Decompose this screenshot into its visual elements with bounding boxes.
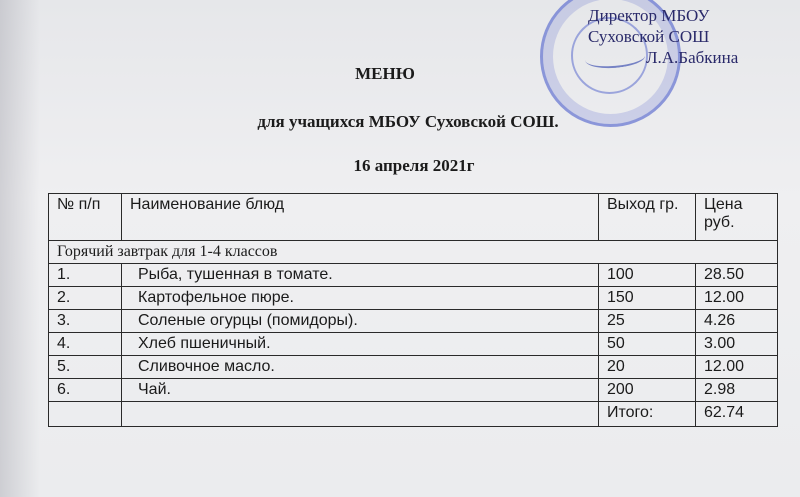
- approval-line-1: Директор МБОУ: [588, 6, 710, 25]
- menu-table: [48, 193, 778, 427]
- total-label: Итого:: [599, 402, 696, 427]
- section-row: [49, 241, 778, 264]
- row-output: 150: [599, 287, 696, 310]
- row-num: 5.: [49, 356, 122, 379]
- row-name: Рыба, тушенная в томате.: [122, 264, 599, 287]
- table-header-row: [49, 194, 778, 241]
- table-row: [49, 379, 778, 402]
- row-num: 6.: [49, 379, 122, 402]
- row-num: 1.: [49, 264, 122, 287]
- page-subtitle: для учащихся МБОУ Суховской СОШ.: [257, 112, 559, 131]
- row-name: Хлеб пшеничный.: [122, 333, 599, 356]
- row-num: 4.: [49, 333, 122, 356]
- table-row: [49, 264, 778, 287]
- approval-block: [588, 5, 768, 68]
- header-output: Выход гр.: [599, 194, 696, 241]
- row-name: Соленые огурцы (помидоры).: [122, 310, 599, 333]
- menu-date: 16 апреля 2021г: [353, 156, 475, 175]
- approval-line-3: Л.А.Бабкина: [646, 48, 739, 67]
- table-row: [49, 287, 778, 310]
- row-num: 3.: [49, 310, 122, 333]
- page-title: МЕНЮ: [355, 64, 415, 83]
- section-title: Горячий завтрак для 1-4 классов: [49, 241, 778, 264]
- row-price: 28.50: [696, 264, 778, 287]
- row-num: 2.: [49, 287, 122, 310]
- header-price: Цена руб.: [696, 194, 778, 241]
- row-output: 20: [599, 356, 696, 379]
- row-output: 200: [599, 379, 696, 402]
- table-row: [49, 356, 778, 379]
- row-price: 12.00: [696, 287, 778, 310]
- row-name: Картофельное пюре.: [122, 287, 599, 310]
- table-row: [49, 333, 778, 356]
- row-price: 4.26: [696, 310, 778, 333]
- total-empty-cell: [49, 402, 122, 427]
- row-output: 50: [599, 333, 696, 356]
- row-price: 2.98: [696, 379, 778, 402]
- row-price: 12.00: [696, 356, 778, 379]
- header-num: № п/п: [49, 194, 122, 241]
- total-value: 62.74: [696, 402, 778, 427]
- row-price: 3.00: [696, 333, 778, 356]
- row-output: 100: [599, 264, 696, 287]
- total-empty-cell: [122, 402, 599, 427]
- header-name: Наименование блюд: [122, 194, 599, 241]
- row-output: 25: [599, 310, 696, 333]
- total-row: [49, 402, 778, 427]
- approval-line-2: Суховской СОШ: [588, 27, 710, 46]
- table-row: [49, 310, 778, 333]
- row-name: Чай.: [122, 379, 599, 402]
- row-name: Сливочное масло.: [122, 356, 599, 379]
